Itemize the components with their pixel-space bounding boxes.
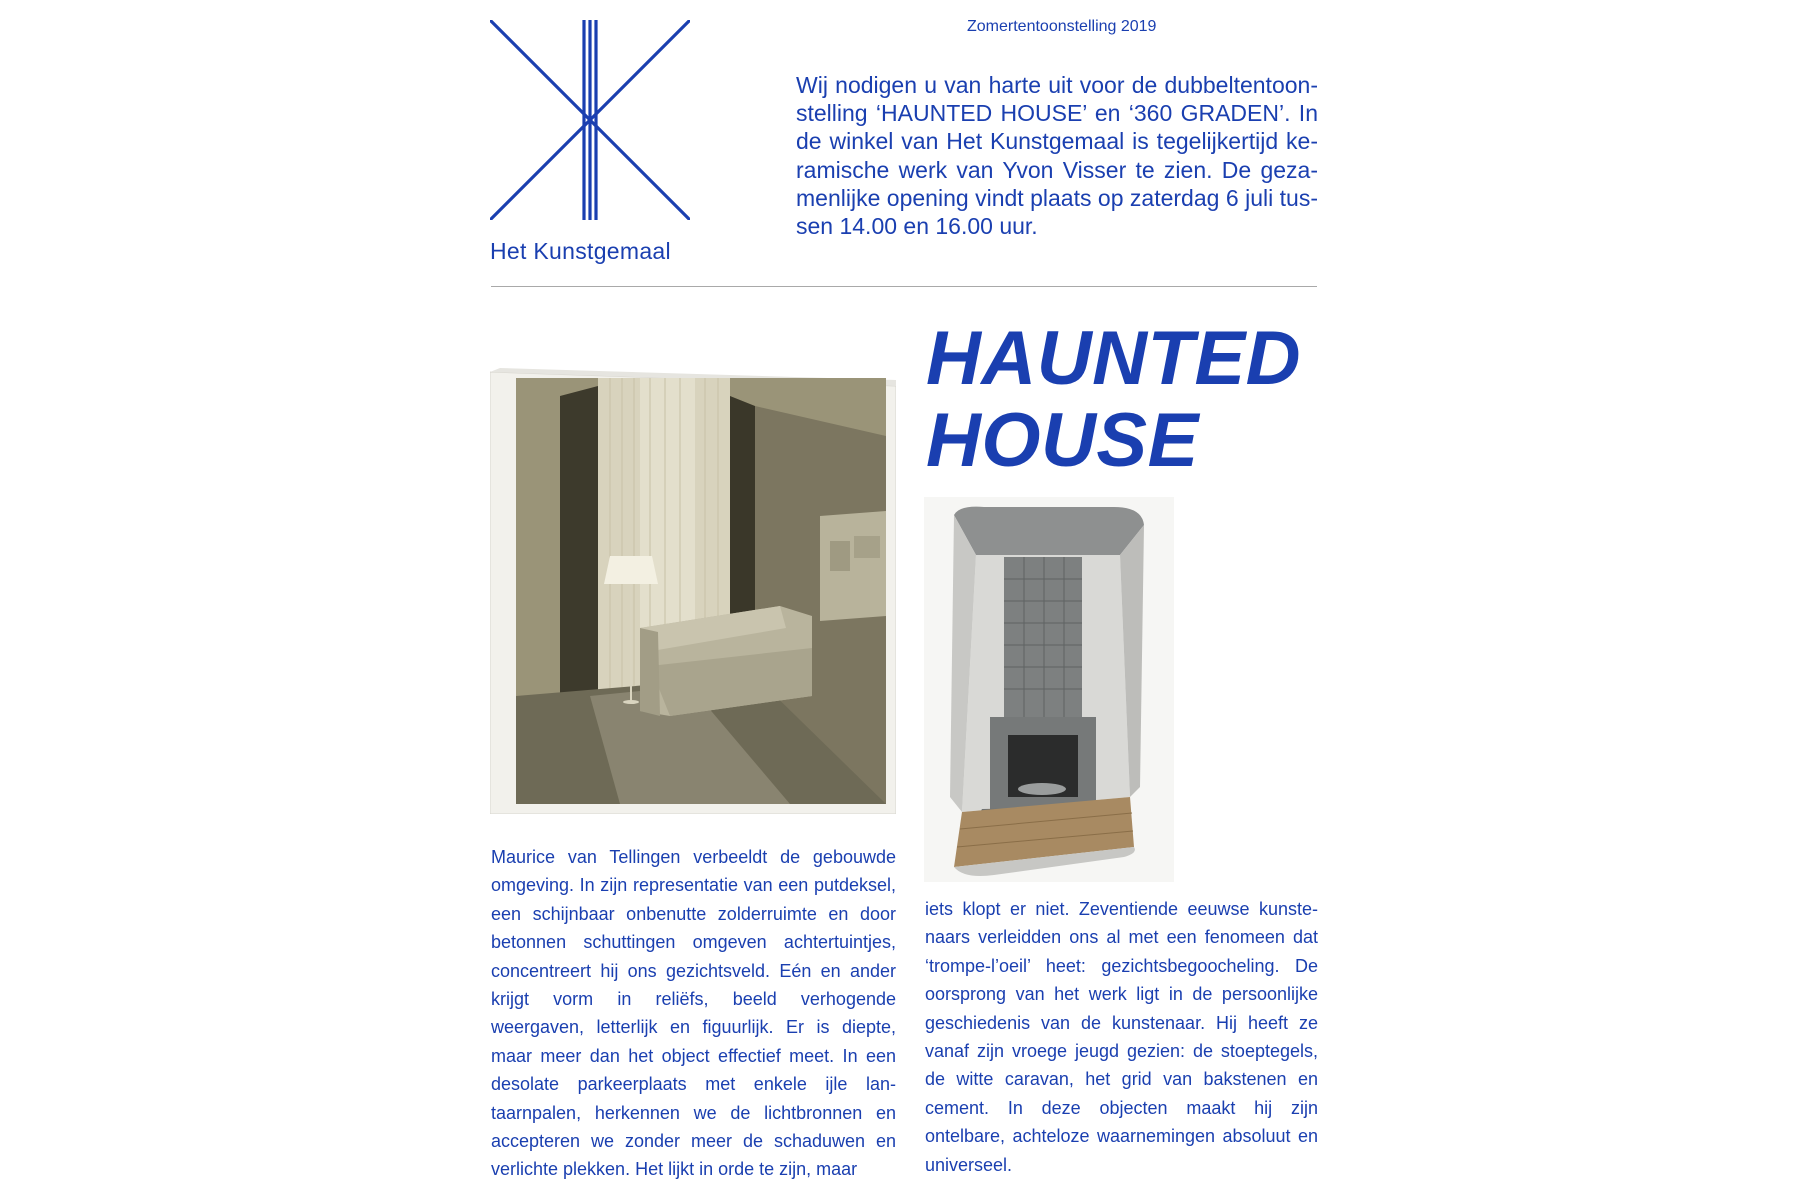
kunstgemaal-logo bbox=[490, 20, 690, 220]
body-column-left: Maurice van Tellingen verbeeldt de gebouwde omgeving. In zijn representatie van een putdeksel, een schijnbaar onbenutte zolderruimte en door betonnen schuttingen omgeven achtertuintjes, concentreert hij ons gezichtsveld. Eén en ander krijgt vorm in reliëfs, beeld verhogende weergaven, letterlijk en figuurlijk. Er is diepte, maar meer dan het object effectief meet. In een desolate parkeerplaats met enkele ijle lantaarnpalen, herkennen we de lichtbronnen en accepteren we zonder meer de schaduwen en verlichte plekken. Het lijkt in orde te zijn, maar bbox=[491, 847, 896, 1180]
page-title bbox=[926, 318, 1326, 482]
artwork-room-relief bbox=[490, 366, 896, 814]
title-line-1: HAUNTED bbox=[926, 316, 1302, 401]
title-line-2: HOUSE bbox=[926, 398, 1199, 483]
brand-name: Het Kunstgemaal bbox=[490, 238, 671, 264]
intro-paragraph: Wij nodigen u van harte uit voor de dubbeltentoonstelling ‘HAUNTED HOUSE’ en ‘360 GRADEN’. In de winkel van Het Kunstgemaal is tegelijkertijd keramische werk van Yvon Visser te zien. De gezamenlijke opening vindt plaats op zaterdag 6 juli tussen 14.00 en 16.00 uur. bbox=[796, 72, 1318, 240]
body-column-right: iets klopt er niet. Zeventiende eeuwse kunstenaars verleidden ons al met een fenomeen dat ‘trompe-l’oeil’ heet: gezichtsbegoocheling. De oorsprong van het werk ligt in de persoonlijke geschiedenis van de kunstenaar. Hij heeft ze vanaf zijn vroege jeugd gezien: de stoeptegels, de witte caravan, het grid van bakstenen en cement. In deze objecten maakt hij zijn ontelbare, achteloze waarnemingen absoluut en universeel. bbox=[925, 899, 1318, 1175]
artwork-fireplace-relief bbox=[924, 497, 1174, 882]
exhibition-label: Zomertentoonstelling 2019 bbox=[967, 18, 1157, 35]
header-divider bbox=[491, 286, 1317, 287]
